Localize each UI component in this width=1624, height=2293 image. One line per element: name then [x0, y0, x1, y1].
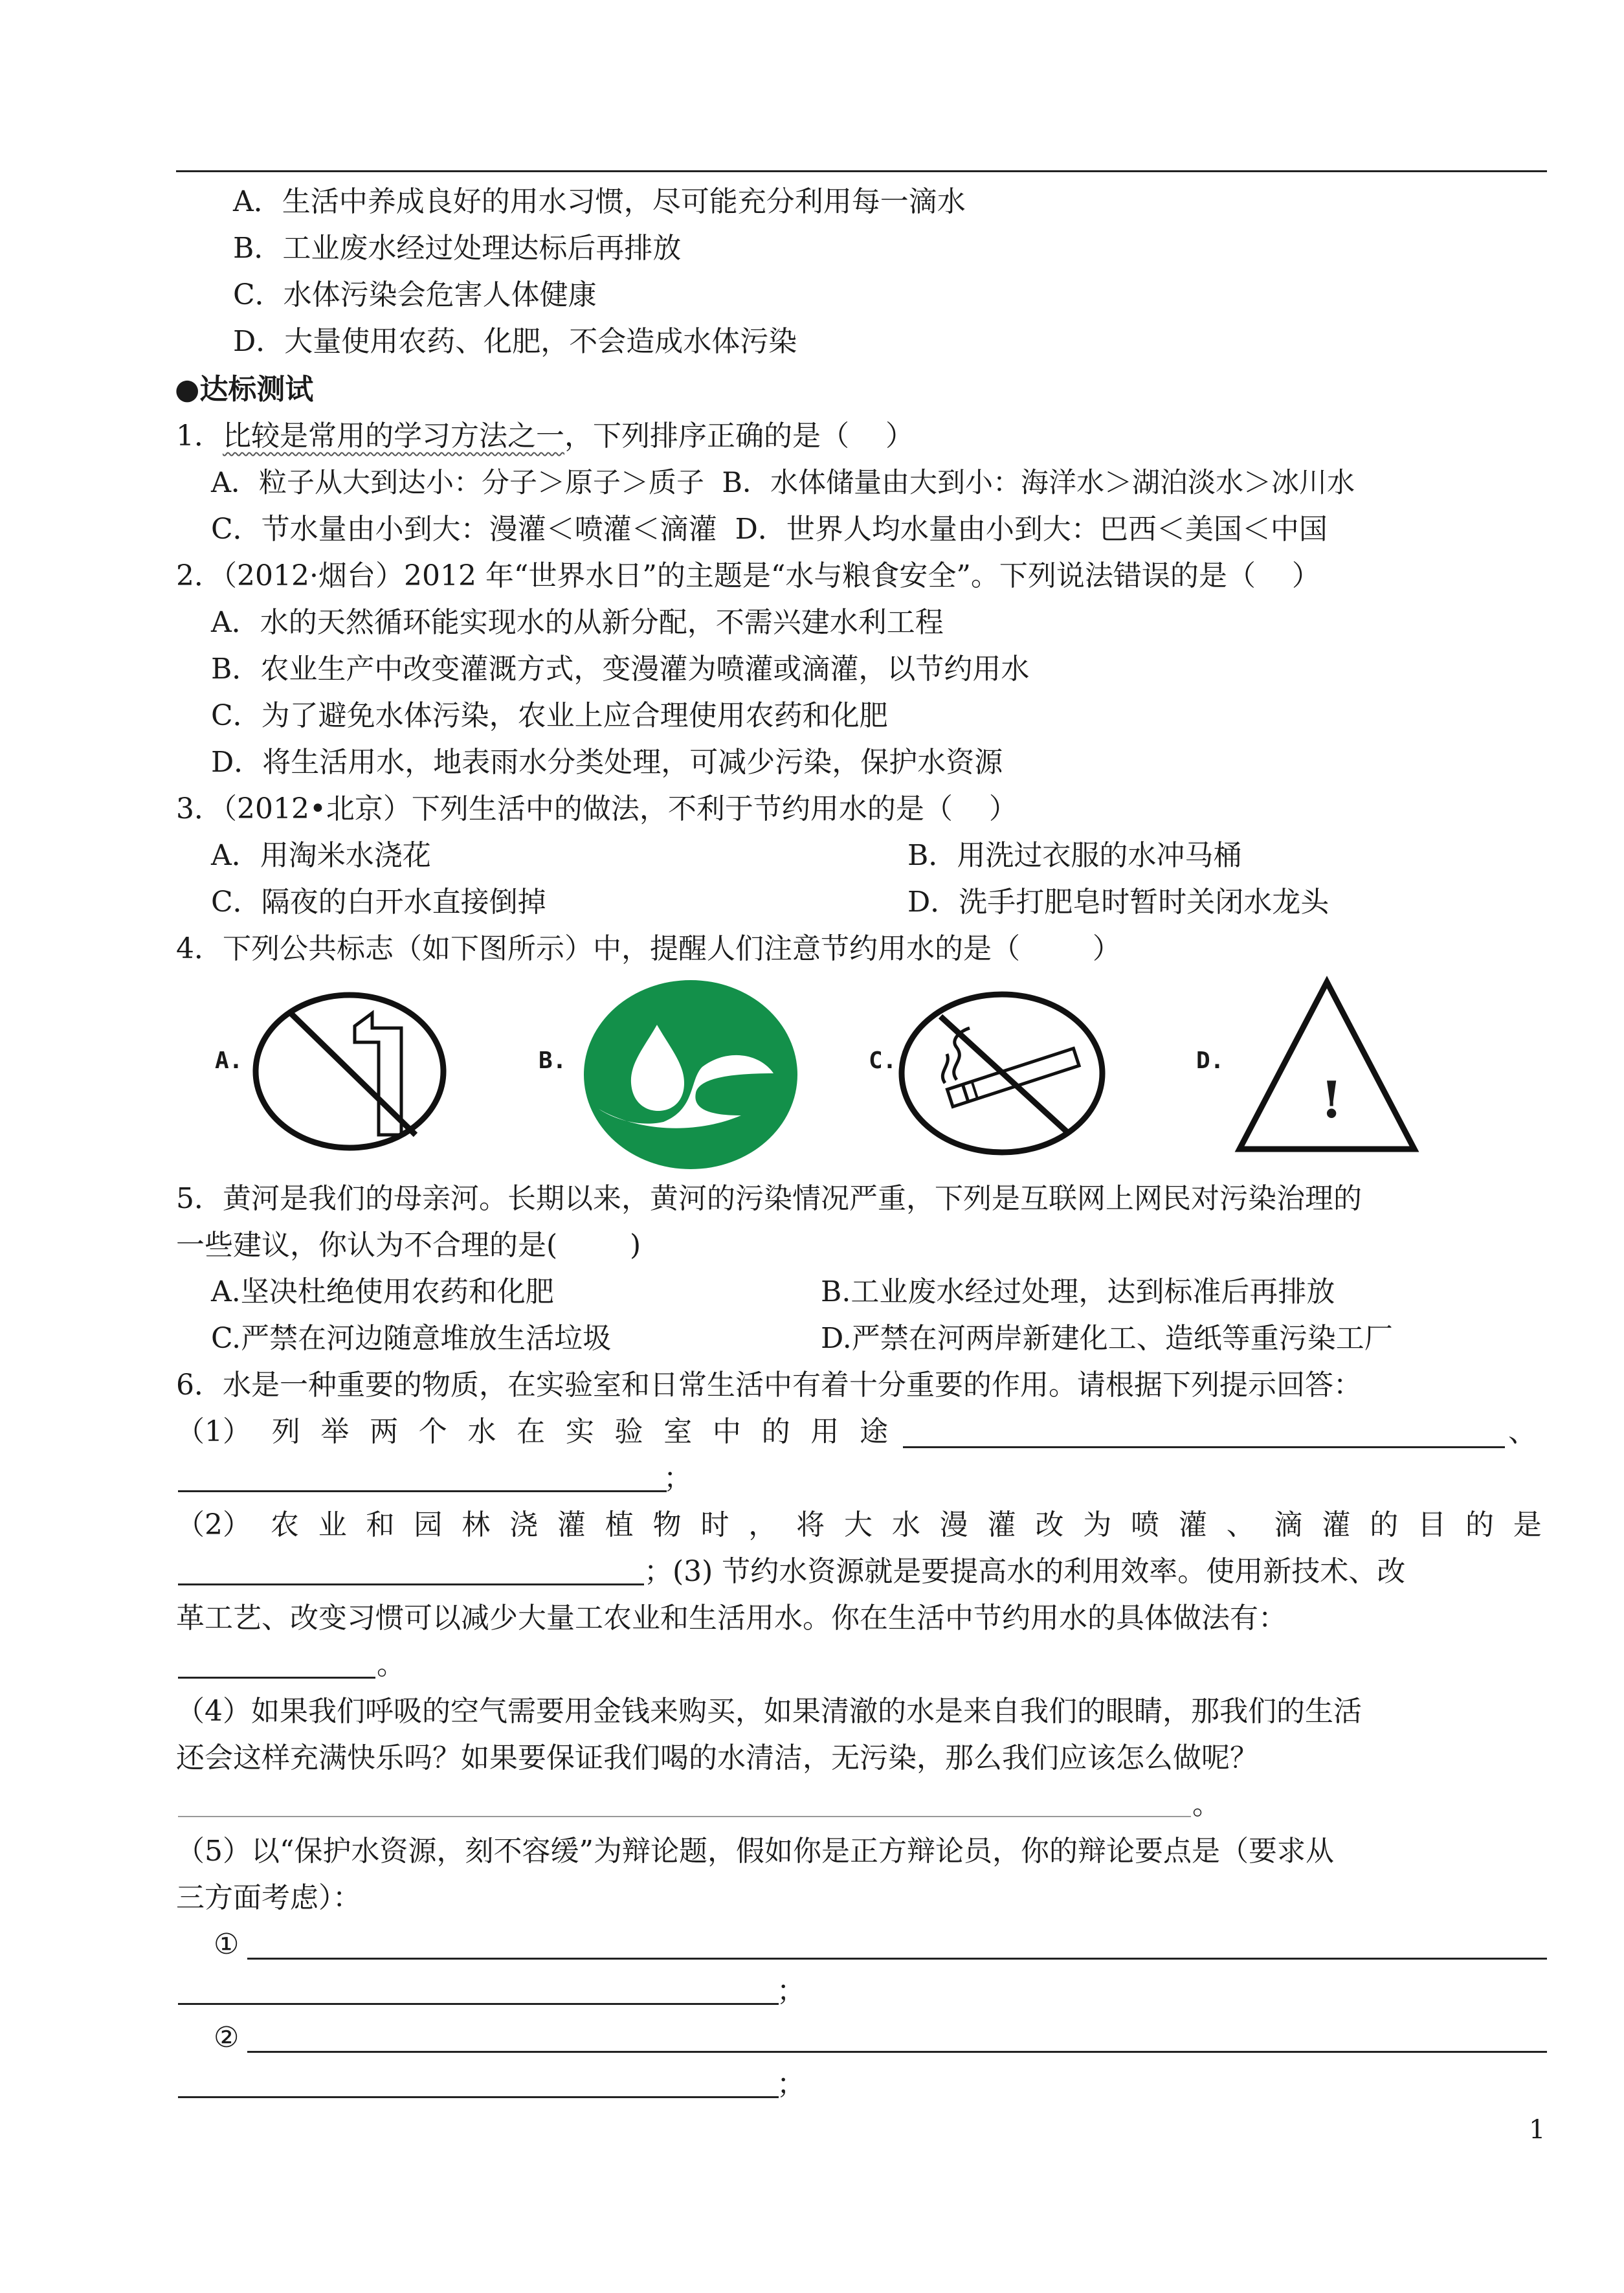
q3-option-d: D．洗手打肥皂时暂时关闭水龙头 [907, 886, 1329, 919]
q2-option-d: D．将生活用水，地表雨水分类处理，可减少污染，保护水资源 [211, 746, 1003, 779]
q1-rest: ，下列排序正确的是（ ） [564, 419, 914, 453]
q6-part2-char: 为 [1083, 1508, 1112, 1541]
q6-part3-line2: 革工艺、改变习惯可以减少大量工农业和生活用水。你在生活中节约用水的具体做法有： [176, 1602, 1287, 1635]
q6-part2-char: ， [748, 1508, 777, 1541]
q5-stem-line2: 一些建议，你认为不合理的是( ) [176, 1229, 641, 1262]
q6-part1-char: 列 [271, 1415, 300, 1448]
q3-stem: 3．（2012•北京）下列生活中的做法，不利于节约用水的是（ ） [176, 792, 1018, 825]
q6-part2-char: 浇 [509, 1508, 539, 1541]
q6-part2-char: 农 [270, 1508, 299, 1541]
prev-option-a: A．生活中养成良好的用水习惯，尽可能充分利用每一滴水 [233, 185, 966, 218]
q6-part4-line2: 还会这样充满快乐吗？如果要保证我们喝的水清洁，无污染，那么我们应该怎么做呢？ [176, 1741, 1258, 1774]
page-number: 1 [1529, 2115, 1546, 2145]
warning-exclamation-icon: ! [1320, 1071, 1343, 1130]
q3-option-c: C．隔夜的白开水直接倒掉 [211, 886, 546, 919]
q1-options-row2: C．节水量由小到大：漫灌＜喷灌＜滴灌 D．世界人均水量由小到大：巴西＜美国＜中国 [211, 513, 1328, 546]
prev-option-d: D．大量使用农药、化肥，不会造成水体污染 [233, 325, 797, 358]
q6-part2-char: 业 [318, 1508, 347, 1541]
q6-part1-end: ； [663, 1462, 692, 1495]
prev-option-c: C．水体污染会危害人体健康 [233, 278, 597, 311]
q6-part1-char: 水 [467, 1415, 496, 1448]
q6-part2-char: 灌 [557, 1508, 586, 1541]
q6-part2-char: 灌 [1178, 1508, 1207, 1541]
q6-part1-prompt [176, 1413, 888, 1451]
warning-triangle-icon [1233, 974, 1421, 1159]
q6-part5-line1: （5）以“保护水资源，刻不容缓”为辩论题，假如你是正方辩论员，你的辩论要点是（要求从 [176, 1835, 1334, 1868]
q6-part1-tail: 、 [1508, 1415, 1537, 1448]
q6-part2-char: 的 [1370, 1508, 1399, 1541]
q6-point1-end: ； [777, 1974, 805, 2008]
q1-wavy-text: 比较是常用的学习方法之一 [223, 419, 564, 453]
q1-options-row1: A．粒子从大到达小：分子＞原子＞质子 B．水体储量由大到小：海洋水＞湖泊淡水＞冰川水 [211, 467, 1355, 499]
fig-label-c: C. [869, 1047, 897, 1074]
q6-part2-char: 滴 [1274, 1508, 1303, 1541]
q6-part2-char: 目 [1418, 1508, 1447, 1541]
q5-option-d: D.严禁在河两岸新建化工、造纸等重污染工厂 [821, 1322, 1393, 1355]
q6-part1-char: 用 [810, 1415, 840, 1448]
section-title: ●达标测试 [175, 373, 314, 406]
q6-part2-char: 是 [1513, 1508, 1542, 1541]
q6-part1-char: 举 [320, 1415, 350, 1448]
q6-part2-char: 水 [891, 1508, 920, 1541]
q6-part1-char: 的 [761, 1415, 790, 1448]
q5-option-a: A.坚决杜绝使用农药和化肥 [211, 1275, 554, 1308]
water-saving-sign-icon [579, 976, 803, 1174]
q5-option-b: B.工业废水经过处理，达到标准后再排放 [821, 1275, 1335, 1308]
q3-option-b: B．用洗过衣服的水冲马桶 [907, 839, 1242, 872]
q6-point2-blank-2[interactable] [178, 2096, 779, 2098]
fig-label-d: D. [1196, 1047, 1225, 1074]
q6-point2-blank-1[interactable] [247, 2051, 1547, 2053]
header-rule [176, 170, 1547, 172]
fig-label-b: B. [539, 1047, 567, 1074]
q6-part2-char: 大 [843, 1508, 873, 1541]
q6-part1-char: 实 [565, 1415, 594, 1448]
q6-part1-char: 个 [418, 1415, 447, 1448]
q6-point1-blank-1[interactable] [247, 1958, 1547, 1960]
q6-part2-char: 园 [414, 1508, 443, 1541]
q6-part1-char: 验 [614, 1415, 643, 1448]
q4-stem: 4．下列公共标志（如下图所示）中，提醒人们注意节约用水的是（ ） [176, 932, 1121, 965]
q6-part2-char: （2） [176, 1508, 251, 1541]
q6-point1-blank-2[interactable] [178, 2003, 779, 2005]
q6-part2-char: 灌 [987, 1508, 1016, 1541]
q6-part3-inline: ；(3) 节约水资源就是要提高水的利用效率。使用新技术、改 [644, 1555, 1406, 1588]
q1-stem [176, 417, 914, 456]
q6-part1-blank-1[interactable] [903, 1446, 1505, 1448]
q2-option-a: A．水的天然循环能实现水的从新分配，不需兴建水利工程 [211, 606, 944, 639]
q6-part4-end: 。 [1192, 1788, 1221, 1821]
prev-option-b: B．工业废水经过处理达标后再排放 [233, 232, 682, 265]
q6-part1-char: 两 [370, 1415, 399, 1448]
no-entry-arrow-sign-icon [246, 989, 453, 1154]
q6-part2-char: 的 [1465, 1508, 1494, 1541]
q6-part4-blank[interactable] [178, 1816, 1191, 1817]
q6-part1-char: 在 [517, 1415, 546, 1448]
q6-part1-char: 途 [859, 1415, 888, 1448]
q6-part2-char: 植 [605, 1508, 634, 1541]
q5-option-c: C.严禁在河边随意堆放生活垃圾 [211, 1322, 612, 1355]
q6-part2-char: 、 [1226, 1508, 1255, 1541]
q6-part2-char: 漫 [939, 1508, 968, 1541]
q6-part5-line2: 三方面考虑）： [176, 1881, 361, 1914]
q1-number: 1． [176, 419, 223, 453]
no-smoking-sign-icon [892, 989, 1112, 1158]
q6-stem: 6．水是一种重要的物质，在实验室和日常生活中有着十分重要的作用。请根据下列提示回答： [176, 1369, 1362, 1402]
q6-part2-blank[interactable] [178, 1583, 644, 1585]
q6-part2-char: 和 [366, 1508, 395, 1541]
q6-part4-line1: （4）如果我们呼吸的空气需要用金钱来购买，如果清澈的水是来自我们的眼睛，那我们的生活 [176, 1695, 1362, 1728]
q6-part2-char: 灌 [1322, 1508, 1351, 1541]
q3-option-a: A．用淘米水浇花 [211, 839, 431, 872]
q6-part1-char: （1） [176, 1415, 251, 1448]
q6-part3-end: 。 [377, 1648, 405, 1681]
fig-label-a: A. [215, 1047, 243, 1074]
q6-point2-marker: ② [214, 2021, 239, 2054]
q6-part2-char: 改 [1035, 1508, 1064, 1541]
q6-part2-char: 时 [700, 1508, 729, 1541]
q6-part1-char: 中 [712, 1415, 741, 1448]
q6-point2-end: ； [777, 2068, 805, 2101]
q2-option-c: C．为了避免水体污染，农业上应合理使用农药和化肥 [211, 699, 888, 732]
q6-part2-char: 物 [652, 1508, 682, 1541]
q6-part1-blank-2[interactable] [178, 1490, 667, 1492]
q5-stem-line1: 5．黄河是我们的母亲河。长期以来，黄河的污染情况严重，下列是互联网上网民对污染治理的 [176, 1182, 1362, 1215]
q2-option-b: B．农业生产中改变灌溉方式，变漫灌为喷灌或滴灌，以节约用水 [211, 653, 1030, 686]
q6-part2-char: 将 [796, 1508, 825, 1541]
q6-part2-prompt [176, 1506, 1542, 1545]
q6-part2-char: 林 [462, 1508, 491, 1541]
q2-stem: 2．（2012·烟台）2012 年“世界水日”的主题是“水与粮食安全”。下列说法错误的是（ ） [176, 559, 1320, 592]
q6-part3-blank[interactable] [178, 1677, 375, 1679]
q6-point1-marker: ① [214, 1928, 239, 1961]
q6-part2-char: 喷 [1131, 1508, 1160, 1541]
q6-part1-char: 室 [663, 1415, 693, 1448]
